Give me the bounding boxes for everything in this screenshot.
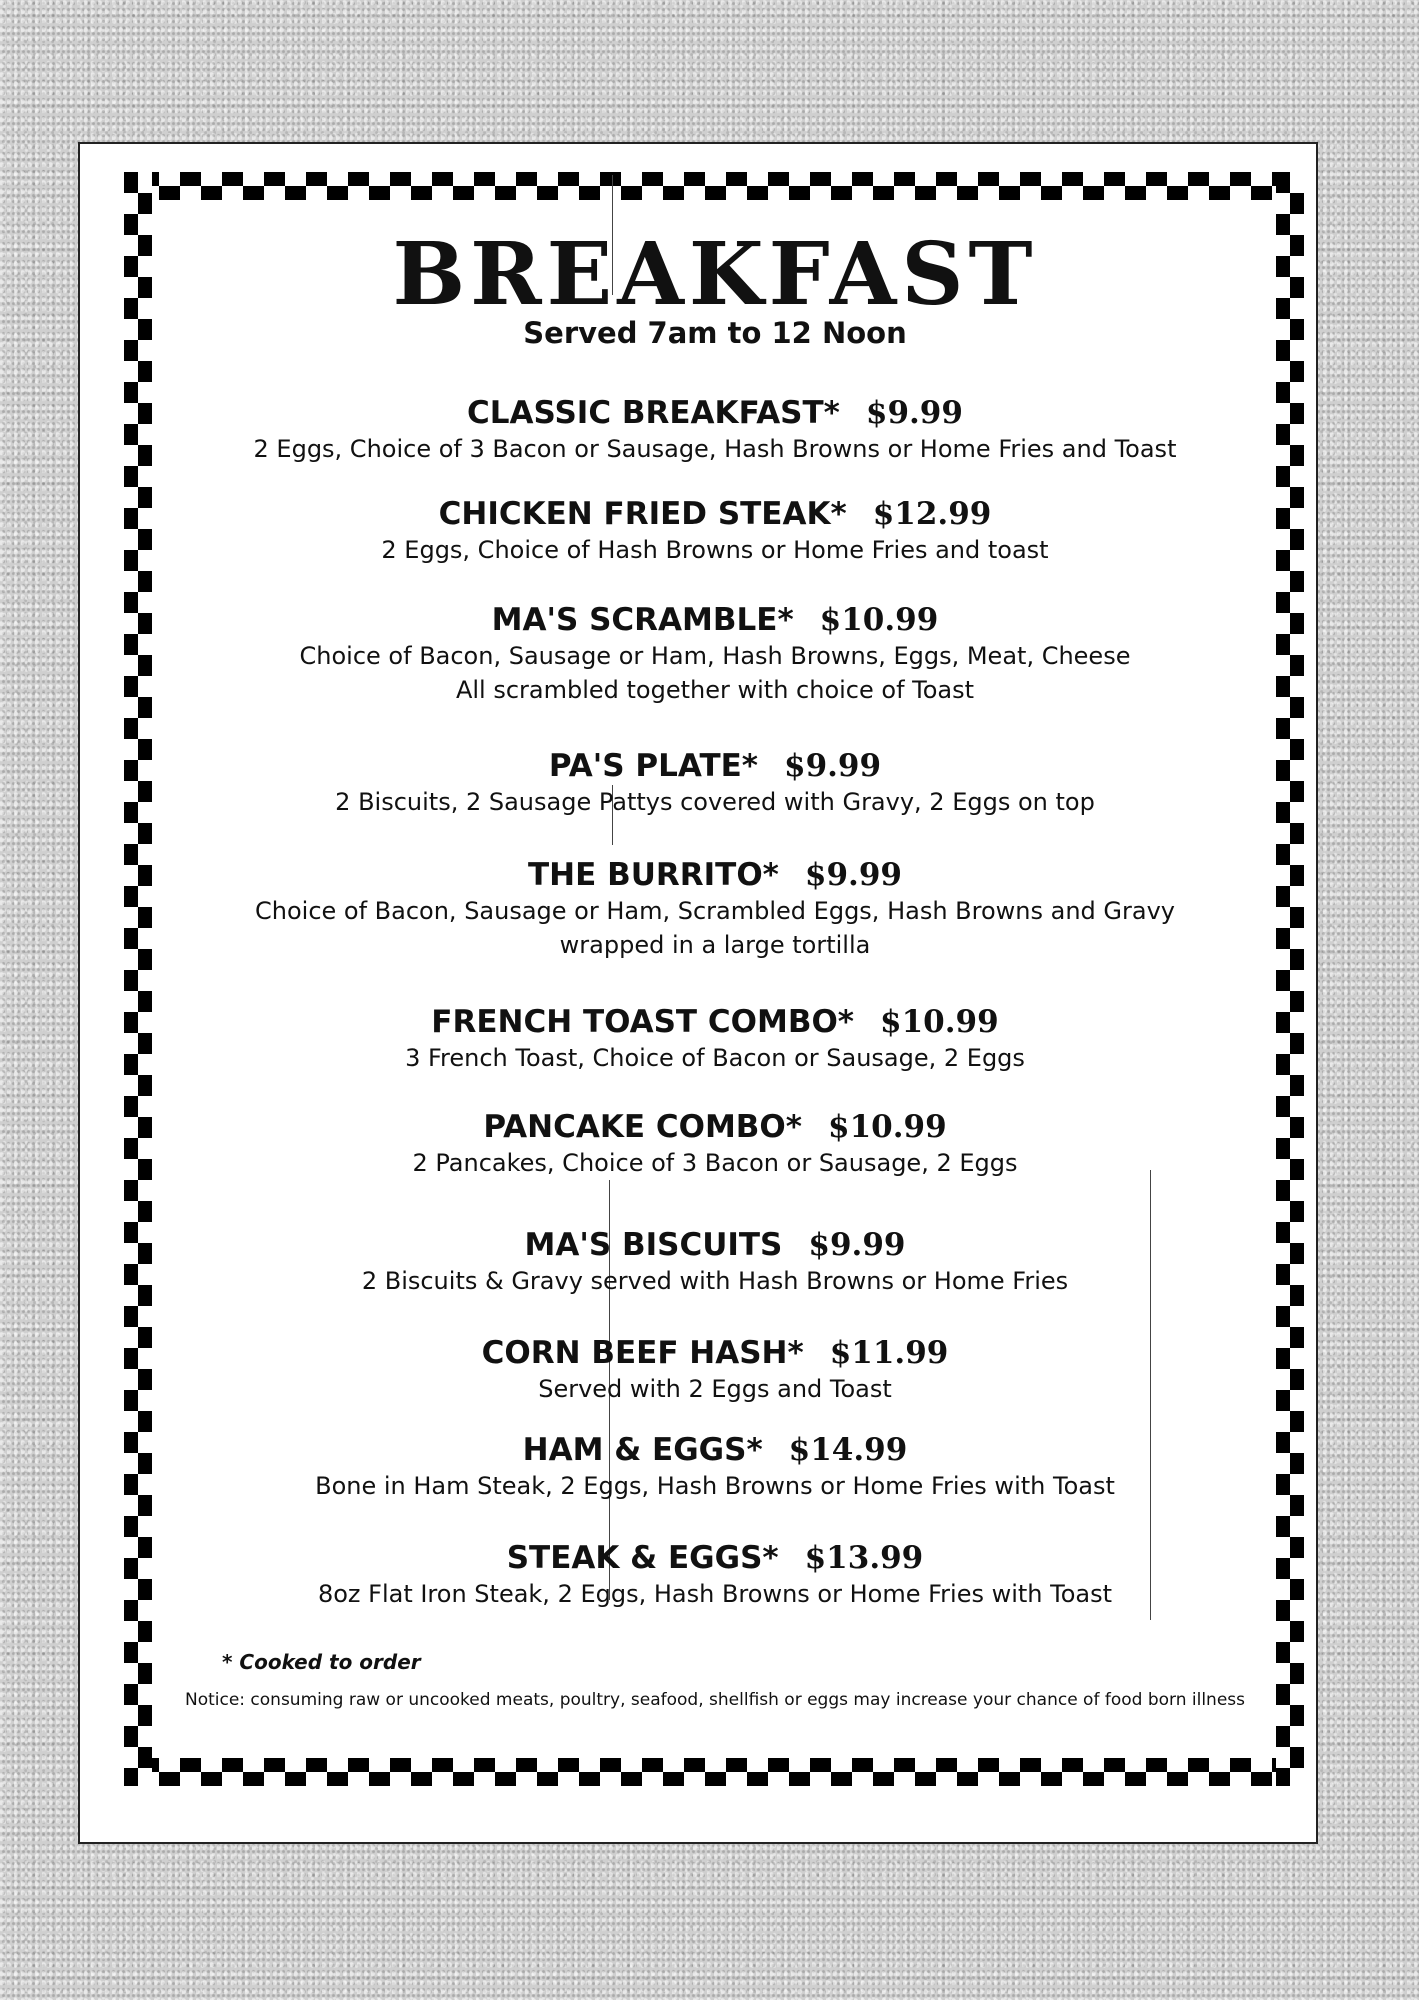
checker-border-right xyxy=(1276,172,1304,1786)
item-description: 2 Eggs, Choice of 3 Bacon or Sausage, Hash Browns or Home Fries and Toast xyxy=(253,434,1177,463)
item-name: THE BURRITO* xyxy=(528,857,779,893)
menu-item-mas-scramble xyxy=(170,603,1260,707)
checker-border-left xyxy=(124,172,152,1786)
menu-item-ham-and-eggs xyxy=(170,1433,1260,1503)
menu-item-classic-breakfast xyxy=(170,396,1260,466)
item-description: 2 Pancakes, Choice of 3 Bacon or Sausage, 2 Eggs xyxy=(412,1148,1018,1177)
item-name: HAM & EGGS* xyxy=(522,1432,763,1468)
item-price: $12.99 xyxy=(872,496,992,532)
menu-item-steak-and-eggs xyxy=(170,1541,1260,1611)
menu-hours: Served 7am to 12 Noon xyxy=(523,316,907,350)
item-price: $9.99 xyxy=(865,395,963,431)
item-price: $9.99 xyxy=(808,1227,906,1263)
item-name: STEAK & EGGS* xyxy=(506,1540,779,1576)
menu-item-corn-beef-hash xyxy=(170,1336,1260,1406)
food-safety-notice: Notice: consuming raw or uncooked meats, poultry, seafood, shellfish or eggs may increase your chance of food born illness xyxy=(184,1690,1246,1710)
menu-item-mas-biscuits xyxy=(170,1228,1260,1298)
checker-border-top xyxy=(138,172,1304,200)
item-description: 8oz Flat Iron Steak, 2 Eggs, Hash Browns or Home Fries with Toast xyxy=(317,1579,1113,1608)
item-description: 2 Biscuits & Gravy served with Hash Browns or Home Fries xyxy=(361,1266,1069,1295)
item-description: All scrambled together with choice of Toast xyxy=(455,675,975,704)
item-name: PA'S PLATE* xyxy=(548,748,758,784)
item-description: 3 French Toast, Choice of Bacon or Sausage, 2 Eggs xyxy=(405,1043,1025,1072)
item-price: $10.99 xyxy=(819,602,939,638)
item-name: FRENCH TOAST COMBO* xyxy=(431,1004,855,1040)
cooked-to-order-footnote: * Cooked to order xyxy=(222,1650,421,1674)
item-price: $14.99 xyxy=(788,1432,908,1468)
item-name: MA'S SCRAMBLE* xyxy=(491,602,794,638)
menu-item-french-toast-combo xyxy=(170,1005,1260,1075)
item-name: CLASSIC BREAKFAST* xyxy=(467,395,840,431)
item-name: CORN BEEF HASH* xyxy=(481,1335,804,1371)
item-price: $10.99 xyxy=(880,1004,999,1040)
checker-border-bottom xyxy=(138,1758,1304,1786)
item-name: CHICKEN FRIED STEAK* xyxy=(438,496,847,532)
item-name: PANCAKE COMBO* xyxy=(483,1109,803,1145)
item-description: 2 Eggs, Choice of Hash Browns or Home Fries and toast xyxy=(381,535,1049,564)
item-price: $10.99 xyxy=(828,1109,947,1145)
item-description: 2 Biscuits, 2 Sausage Pattys covered with Gravy, 2 Eggs on top xyxy=(335,787,1095,816)
item-price: $9.99 xyxy=(804,857,902,893)
item-name: MA'S BISCUITS xyxy=(524,1227,783,1263)
menu-item-the-burrito xyxy=(170,858,1260,962)
menu-item-pancake-combo xyxy=(170,1110,1260,1180)
item-price: $11.99 xyxy=(829,1335,949,1371)
item-description: Served with 2 Eggs and Toast xyxy=(538,1374,892,1403)
menu-content xyxy=(170,200,1260,1750)
menu-item-pas-plate xyxy=(170,749,1260,819)
item-price: $13.99 xyxy=(804,1540,924,1576)
menu-item-chicken-fried-steak xyxy=(170,497,1260,567)
item-description: wrapped in a large tortilla xyxy=(559,930,871,959)
item-price: $9.99 xyxy=(784,748,882,784)
item-description: Choice of Bacon, Sausage or Ham, Hash Browns, Eggs, Meat, Cheese xyxy=(299,641,1131,670)
menu-title: BREAKFAST xyxy=(392,224,1038,325)
item-description: Bone in Ham Steak, 2 Eggs, Hash Browns or Home Fries with Toast xyxy=(315,1471,1115,1500)
item-description: Choice of Bacon, Sausage or Ham, Scrambled Eggs, Hash Browns and Gravy xyxy=(255,896,1175,925)
